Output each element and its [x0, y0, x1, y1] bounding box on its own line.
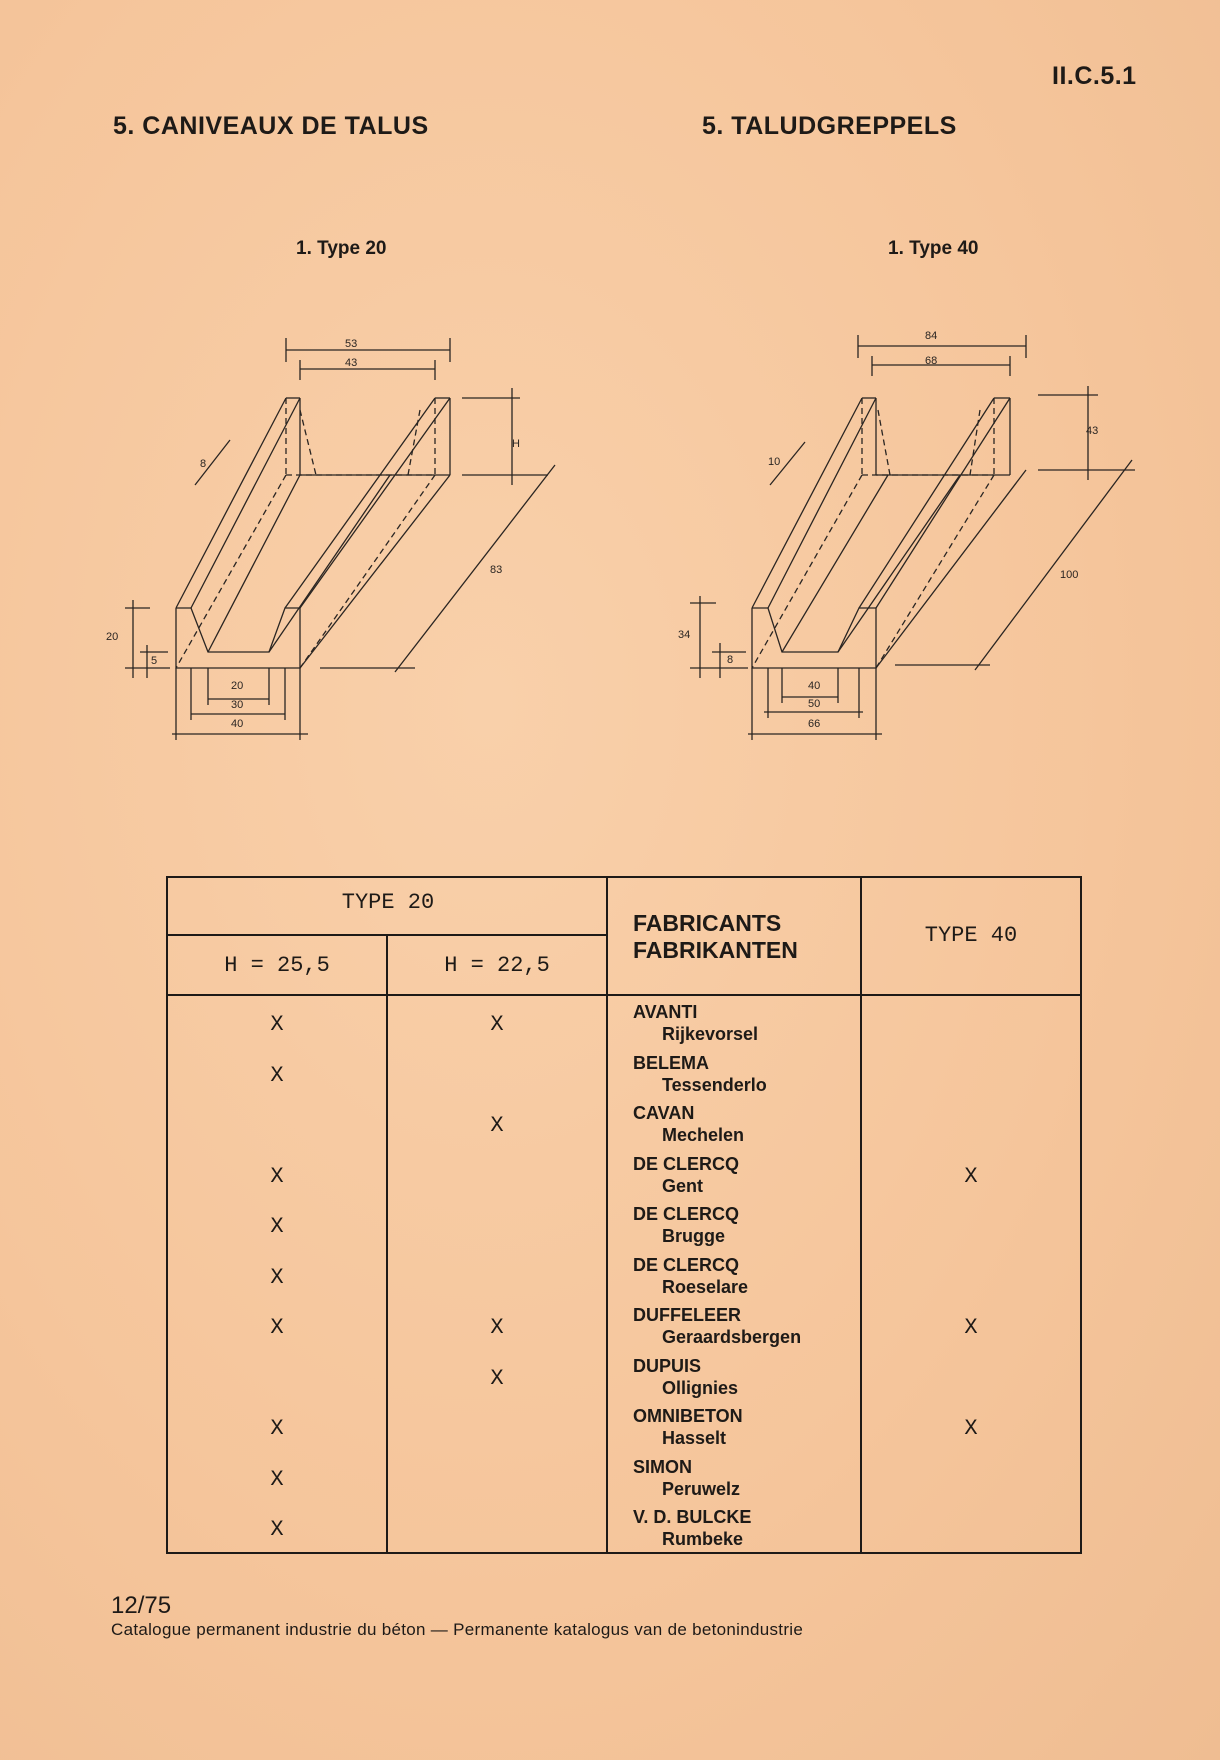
- manufacturer-name: AVANTI: [633, 1002, 698, 1022]
- availability-mark-h2: X: [490, 1365, 504, 1391]
- availability-mark-h2: X: [490, 1012, 504, 1037]
- availability-mark-h1: X: [270, 1012, 284, 1037]
- dim-83: 83: [490, 564, 503, 576]
- manufacturer-city: Rumbeke: [662, 1529, 744, 1549]
- dim-8-base: 8: [727, 654, 734, 666]
- availability-mark-t40: X: [964, 1416, 978, 1441]
- technical-drawings: [0, 0, 1220, 760]
- dim-h: H: [512, 438, 520, 450]
- manufacturer-city: Ollignies: [662, 1377, 739, 1398]
- page-number: 12/75: [111, 1592, 172, 1619]
- manufacturer-city: Rijkevorsel: [662, 1024, 759, 1044]
- manufacturer-city: Peruwelz: [662, 1478, 741, 1499]
- availability-mark-h1: X: [270, 1214, 284, 1239]
- manufacturer-name: DE CLERCQ: [633, 1254, 740, 1275]
- fabricants-header-nl: FABRIKANTEN: [633, 937, 798, 963]
- manufacturer-city: Gent: [662, 1175, 704, 1196]
- manufacturer-name: OMNIBETON: [633, 1406, 743, 1426]
- availability-mark-h1: X: [270, 1315, 284, 1340]
- availability-mark-h1: X: [270, 1264, 284, 1290]
- manufacturer-name: SIMON: [633, 1456, 693, 1477]
- availability-mark-t40: X: [964, 1163, 978, 1189]
- dim-43: 43: [345, 357, 358, 369]
- availability-mark-h1: X: [270, 1416, 284, 1441]
- dim-20-inner: 20: [231, 680, 244, 692]
- title-dutch: 5. TALUDGREPPELS: [702, 112, 957, 140]
- manufacturer-city: Roeselare: [662, 1276, 749, 1297]
- manufacturer-name: CAVAN: [633, 1103, 695, 1123]
- availability-mark-h1: X: [270, 1062, 284, 1088]
- footer-text: Catalogue permanent industrie du béton — Permanente katalogus van de betonindustrie: [111, 1620, 804, 1639]
- manufacturer-name: V. D. BULCKE: [633, 1507, 752, 1527]
- manufacturer-name: DE CLERCQ: [633, 1153, 740, 1174]
- h-25-5-header: H = 25,5: [224, 953, 330, 978]
- dim-50: 50: [808, 698, 821, 710]
- availability-mark-t40: X: [964, 1315, 978, 1340]
- col-divider-3: [860, 878, 862, 1552]
- dim-5: 5: [151, 655, 158, 667]
- type20-header: TYPE 20: [341, 890, 435, 915]
- dim-34: 34: [678, 629, 691, 641]
- dim-20-height: 20: [106, 631, 119, 643]
- dim-84: 84: [925, 330, 938, 342]
- dim-68: 68: [925, 355, 938, 367]
- fabricants-header-fr: FABRICANTS: [633, 910, 782, 936]
- manufacturer-city: Brugge: [662, 1226, 725, 1246]
- availability-mark-h2: X: [490, 1315, 504, 1340]
- manufacturer-city: Mechelen: [662, 1125, 745, 1145]
- manufacturer-name: DE CLERCQ: [633, 1204, 740, 1224]
- dim-40: 40: [231, 718, 244, 730]
- availability-mark-h1: X: [270, 1517, 284, 1542]
- dim-43-height: 43: [1086, 425, 1099, 437]
- dim-40-inner: 40: [808, 680, 821, 692]
- manufacturer-city: Tessenderlo: [662, 1074, 767, 1095]
- header-bottom-rule: [168, 994, 1080, 996]
- subtitle-type-20: 1. Type 20: [296, 238, 387, 259]
- header-divider-type20: [168, 934, 608, 936]
- fabricants-header: [633, 910, 798, 964]
- dim-8: 8: [200, 458, 207, 470]
- dim-53: 53: [345, 338, 358, 350]
- manufacturer-name: DUFFELEER: [633, 1305, 741, 1325]
- title-french: 5. CANIVEAUX DE TALUS: [113, 112, 429, 140]
- availability-mark-h2: X: [490, 1113, 504, 1138]
- manufacturer-city: Hasselt: [662, 1428, 727, 1448]
- subtitle-type-40: 1. Type 40: [888, 238, 979, 259]
- drawing-type-20: [125, 338, 555, 740]
- manufacturer-name: DUPUIS: [633, 1355, 702, 1376]
- drawing-type-40: [690, 335, 1135, 740]
- manufacturer-name: BELEMA: [633, 1052, 709, 1073]
- type40-header: TYPE 40: [924, 923, 1018, 948]
- dim-100: 100: [1060, 569, 1079, 581]
- manufacturers-table: [166, 876, 1082, 1554]
- manufacturer-city: Geraardsbergen: [662, 1327, 802, 1347]
- col-divider-2: [606, 878, 608, 1552]
- dim-30: 30: [231, 699, 244, 711]
- dim-10: 10: [768, 456, 781, 468]
- col-divider-1: [386, 934, 388, 1552]
- availability-mark-h1: X: [270, 1163, 284, 1189]
- availability-mark-h1: X: [270, 1466, 284, 1492]
- h-22-5-header: H = 22,5: [444, 953, 550, 978]
- section-code: II.C.5.1: [1052, 62, 1137, 90]
- dim-66: 66: [808, 718, 821, 730]
